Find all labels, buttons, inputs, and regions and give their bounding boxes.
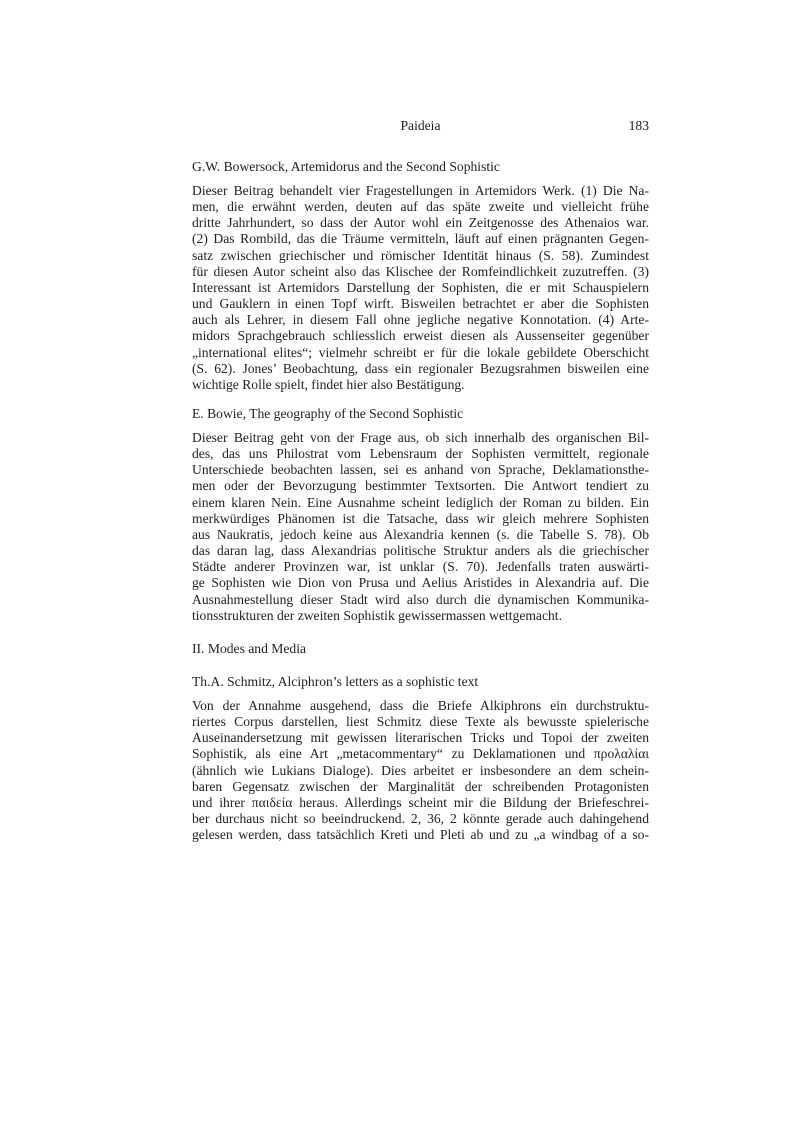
page-number: 183 — [628, 118, 649, 133]
text-line: tionsstrukturen der zweiten Sophistik gewissermassen wettgemacht. — [192, 607, 562, 623]
paragraph — [192, 183, 649, 393]
text-line: Unterschiede beobachten lassen, sei es anhand von Sprache, Deklamationsthe- — [192, 462, 649, 478]
text-line: merkwürdiges Phänomen ist die Tatsache, dass wir gleich mehrere Sophisten — [192, 510, 649, 526]
text-line: (2) Das Rombild, das die Träume vermitteln, läuft auf einen prägnanten Gegen- — [192, 231, 649, 247]
section-bowersock — [192, 159, 649, 393]
text-line: auch als Lehrer, in diesem Fall ohne jegliche negative Konnotation. (4) Arte- — [192, 312, 649, 328]
text-line: aus Naukratis, jedoch keine aus Alexandria kennen (s. die Tabelle S. 78). Ob — [192, 526, 649, 542]
paragraph — [192, 430, 649, 624]
running-head — [192, 118, 649, 136]
text-line: riertes Corpus darstellen, liest Schmitz diese Texte als bewusste spielerische — [192, 714, 649, 730]
section-bowie — [192, 406, 649, 624]
text-line: wichtige Rolle spielt, findet hier also Bestätigung. — [192, 376, 465, 392]
text-line: Ausnahmestellung dieser Stadt wird also durch die dynamischen Kommunika- — [192, 591, 649, 607]
paragraph — [192, 698, 649, 843]
text-line: das daran lag, dass Alexandrias politische Struktur anders als die griechischer — [192, 543, 649, 559]
text-line: men oder der Bevorzugung bestimmter Textsorten. Die Antwort tendiert zu — [192, 478, 649, 494]
text-line: und ihrer παιδεία heraus. Allerdings scheint mir die Bildung der Briefeschrei- — [192, 794, 649, 810]
text-line: satz zwischen griechischer und römischer Identität hinaus (S. 58). Zumindest — [192, 247, 649, 263]
text-line: ber durchaus nicht so beeindruckend. 2, 36, 2 könnte gerade auch dahingehend — [192, 811, 649, 827]
text-line: dritte Jahrhundert, so dass der Autor wohl ein Zeitgenosse des Athenaios war. — [192, 215, 649, 231]
part-heading-modes-media — [192, 641, 649, 657]
text-line: Städte anderer Provinzen war, ist unklar (S. 70). Jedenfalls traten auswärti- — [192, 559, 649, 575]
text-line: und Gauklern in einen Topf wirft. Bisweilen betrachtet er aber die Sophisten — [192, 296, 649, 312]
text-line: für diesen Autor scheint also das Klischee der Romfeindlichkeit zuzutreffen. (3) — [192, 263, 649, 279]
text-line: (S. 62). Jones’ Beobachtung, dass ein regionaler Bezugsrahmen bisweilen eine — [192, 360, 649, 376]
text-line: midors Sprachgebrauch schliesslich erweist diesen als Aussenseiter gegenüber — [192, 328, 649, 344]
text-line: ge Sophisten wie Dion von Prusa und Aelius Aristides in Alexandria auf. Die — [192, 575, 649, 591]
text-line: Von der Annahme ausgehend, dass die Briefe Alkiphrons ein durchstruktu- — [192, 698, 649, 713]
text-line: Interessant ist Artemidors Darstellung der Sophisten, die er mit Schauspielern — [192, 279, 649, 295]
text-line: „international elites“; vielmehr schreibt er für die lokale gebildete Oberschicht — [192, 344, 649, 360]
section-heading: G.W. Bowersock, Artemidorus and the Second Sophistic — [192, 159, 500, 174]
section-schmitz — [192, 674, 649, 843]
text-line: Auseinandersetzung mit gewissen literarischen Tricks und Topoi der zweiten — [192, 730, 649, 746]
text-line: gelesen werden, dass tatsächlich Kreti und Pleti ab und zu „a windbag of a so- — [192, 827, 649, 843]
text-line: des, das uns Philostrat vom Lebensraum der Sophisten vermittelt, regionale — [192, 446, 649, 462]
text-line: Dieser Beitrag behandelt vier Fragestellungen in Artemidors Werk. (1) Die Na- — [192, 183, 649, 198]
section-heading: E. Bowie, The geography of the Second Sophistic — [192, 406, 464, 421]
text-line: einem klaren Nein. Eine Ausnahme scheint lediglich der Roman zu bilden. Ein — [192, 494, 649, 510]
text-line: baren Gegensatz zwischen der Marginalität der schreibenden Protagonisten — [192, 778, 649, 794]
part-heading: II. Modes and Media — [192, 641, 307, 656]
text-line: men, die erwähnt werden, deuten auf das späte zweite und vielleicht frühe — [192, 199, 649, 215]
text-line: (ähnlich wie Lukians Dialoge). Dies arbeitet er insbesondere an dem schein- — [192, 762, 649, 778]
running-title: Paideia — [400, 118, 441, 133]
text-line: Dieser Beitrag geht von der Frage aus, ob sich innerhalb des organischen Bil- — [192, 430, 649, 445]
section-heading: Th.A. Schmitz, Alciphron’s letters as a sophistic text — [192, 674, 479, 689]
text-line: Sophistik, als eine Art „metacommentary“ zu Deklamationen und προλαλίαι — [192, 746, 649, 762]
